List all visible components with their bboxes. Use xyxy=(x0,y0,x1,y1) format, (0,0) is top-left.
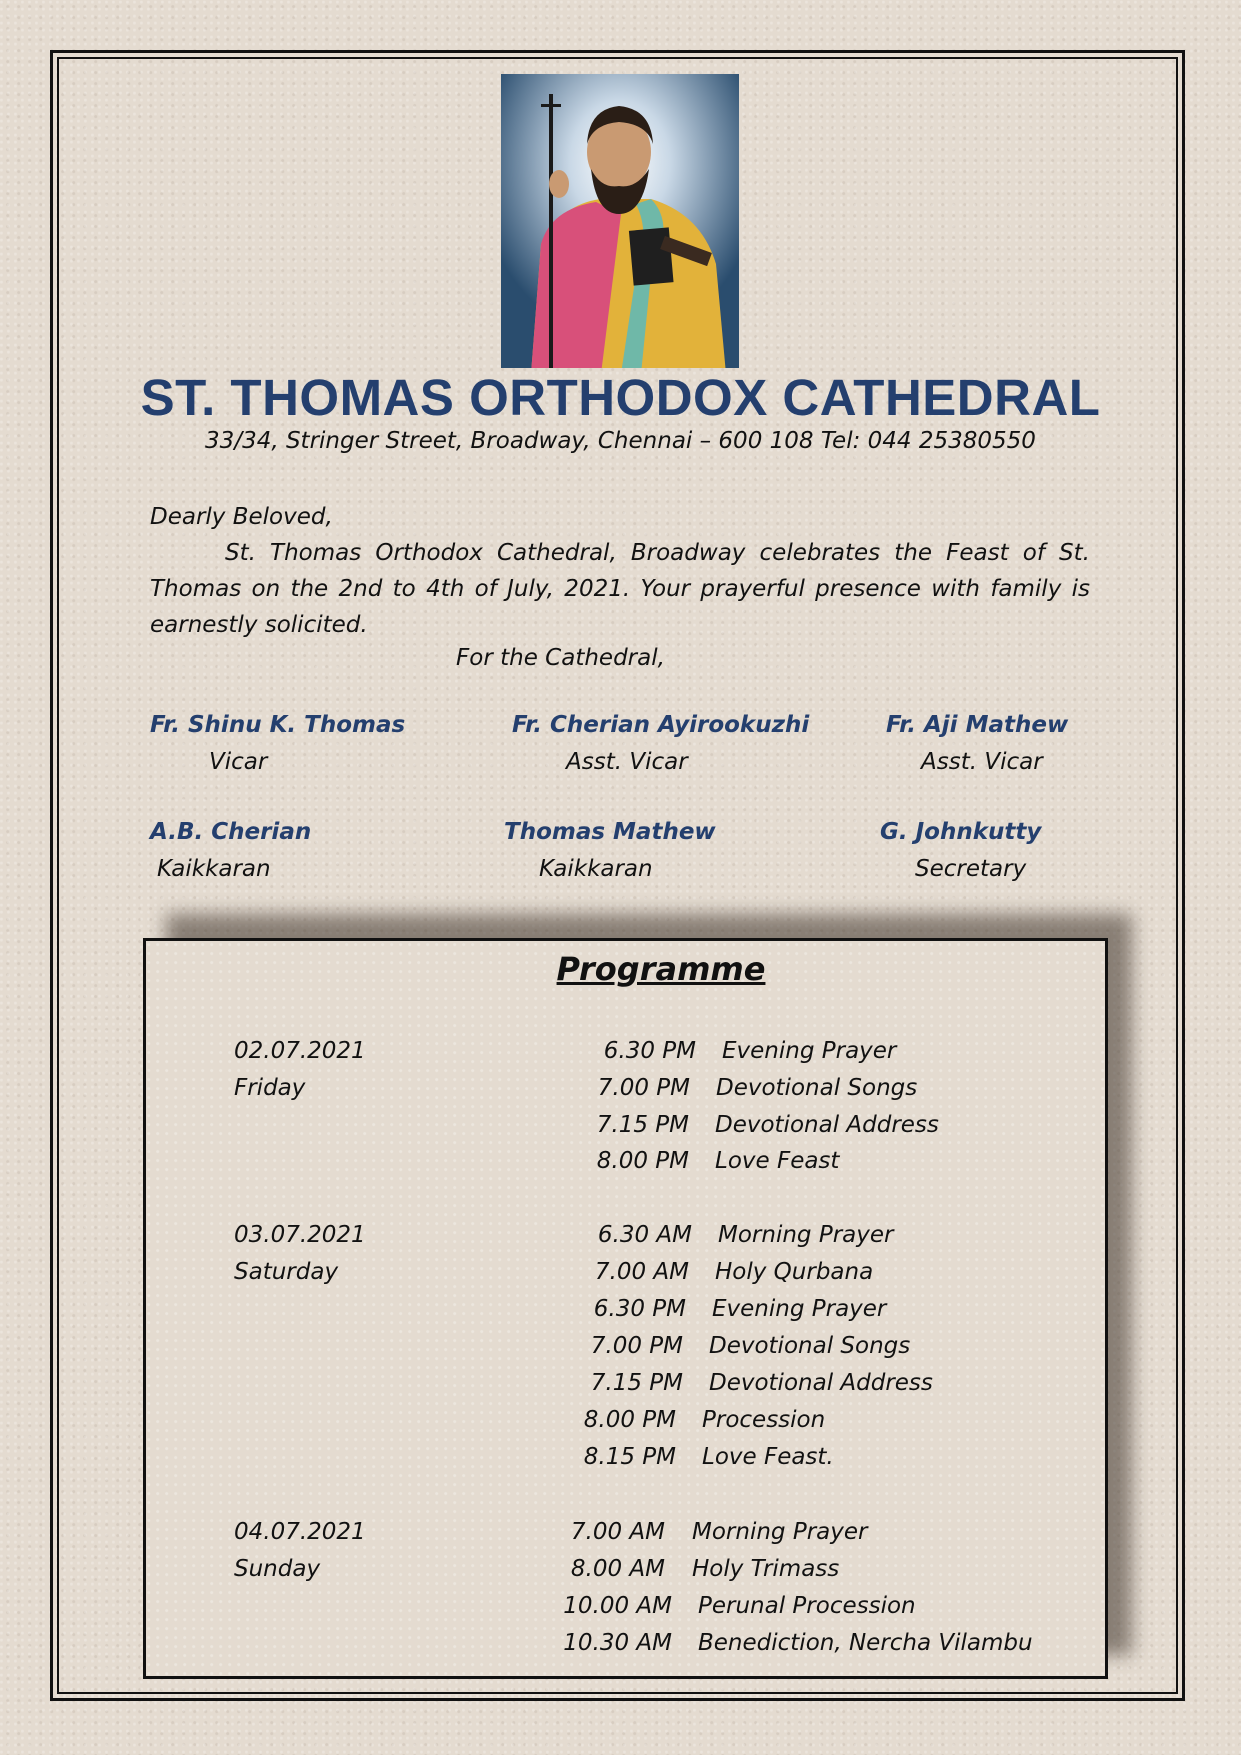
signatory-role: Kaikkaran xyxy=(539,856,653,882)
programme-event: Holy Qurbana xyxy=(715,1259,874,1285)
programme-event: Morning Prayer xyxy=(718,1222,894,1248)
programme-time: 7.00 AM xyxy=(594,1259,689,1285)
programme-event: Love Feast xyxy=(715,1148,840,1174)
programme-event: Devotional Address xyxy=(709,1370,933,1396)
signatory-name: Fr. Cherian Ayirookuzhi xyxy=(512,712,810,738)
signatory-role: Secretary xyxy=(915,856,1027,882)
programme-date: 03.07.2021 xyxy=(234,1222,366,1248)
programme-time: 6.30 AM xyxy=(597,1222,692,1248)
programme-event: Morning Prayer xyxy=(692,1519,868,1545)
saint-portrait-image xyxy=(501,74,739,368)
programme-time: 10.30 AM xyxy=(563,1630,672,1656)
signatory-name: G. Johnkutty xyxy=(880,819,1042,845)
signatory-name: Thomas Mathew xyxy=(504,819,716,845)
programme-weekday: Sunday xyxy=(234,1556,321,1582)
programme-weekday: Friday xyxy=(234,1075,306,1101)
programme-time: 6.30 PM xyxy=(603,1038,696,1064)
programme-time: 7.00 PM xyxy=(590,1333,683,1359)
programme-event: Devotional Songs xyxy=(716,1075,918,1101)
programme-time: 6.30 PM xyxy=(593,1296,686,1322)
signatory-name: Fr. Aji Mathew xyxy=(886,712,1069,738)
programme-event: Perunal Procession xyxy=(698,1593,916,1619)
programme-event: Evening Prayer xyxy=(722,1038,897,1064)
programme-event: Love Feast. xyxy=(702,1444,834,1470)
cathedral-address: 33/34, Stringer Street, Broadway, Chennai – 600 108 Tel: 044 25380550 xyxy=(205,428,1036,454)
programme-weekday: Saturday xyxy=(234,1259,339,1285)
cathedral-title: ST. THOMAS ORTHODOX CATHEDRAL xyxy=(140,369,1101,426)
letter-salutation: Dearly Beloved, xyxy=(150,504,333,530)
signatory-role: Asst. Vicar xyxy=(921,749,1043,775)
programme-event: Devotional Address xyxy=(715,1112,939,1138)
programme-event: Holy Trimass xyxy=(692,1556,840,1582)
programme-time: 7.15 PM xyxy=(596,1112,689,1138)
programme-event: Procession xyxy=(702,1407,826,1433)
signatory-role: Asst. Vicar xyxy=(566,749,688,775)
programme-time: 7.00 PM xyxy=(597,1075,690,1101)
programme-time: 8.00 PM xyxy=(596,1148,689,1174)
programme-time: 7.00 AM xyxy=(570,1519,665,1545)
programme-date: 02.07.2021 xyxy=(234,1038,366,1064)
programme-time: 10.00 AM xyxy=(563,1593,672,1619)
programme-event: Evening Prayer xyxy=(712,1296,887,1322)
signatory-name: Fr. Shinu K. Thomas xyxy=(150,712,406,738)
signatory-role: Kaikkaran xyxy=(157,856,271,882)
programme-time: 7.15 PM xyxy=(590,1370,683,1396)
programme-title: Programme xyxy=(556,950,766,988)
programme-time: 8.00 PM xyxy=(583,1407,676,1433)
programme-time: 8.00 AM xyxy=(570,1556,665,1582)
programme-event: Benediction, Nercha Vilambu xyxy=(698,1630,1033,1656)
signatory-name: A.B. Cherian xyxy=(150,819,312,845)
programme-event: Devotional Songs xyxy=(709,1333,911,1359)
programme-time: 8.15 PM xyxy=(583,1444,676,1470)
letter-closing: For the Cathedral, xyxy=(456,645,665,671)
programme-date: 04.07.2021 xyxy=(234,1519,366,1545)
signatory-role: Vicar xyxy=(209,749,268,775)
letter-body: St. Thomas Orthodox Cathedral, Broadway celebrates the Feast of St. Thomas on the 2nd to 4th of July, 2021. Your prayerful presence with family is earnestly solicited. xyxy=(150,540,1090,638)
